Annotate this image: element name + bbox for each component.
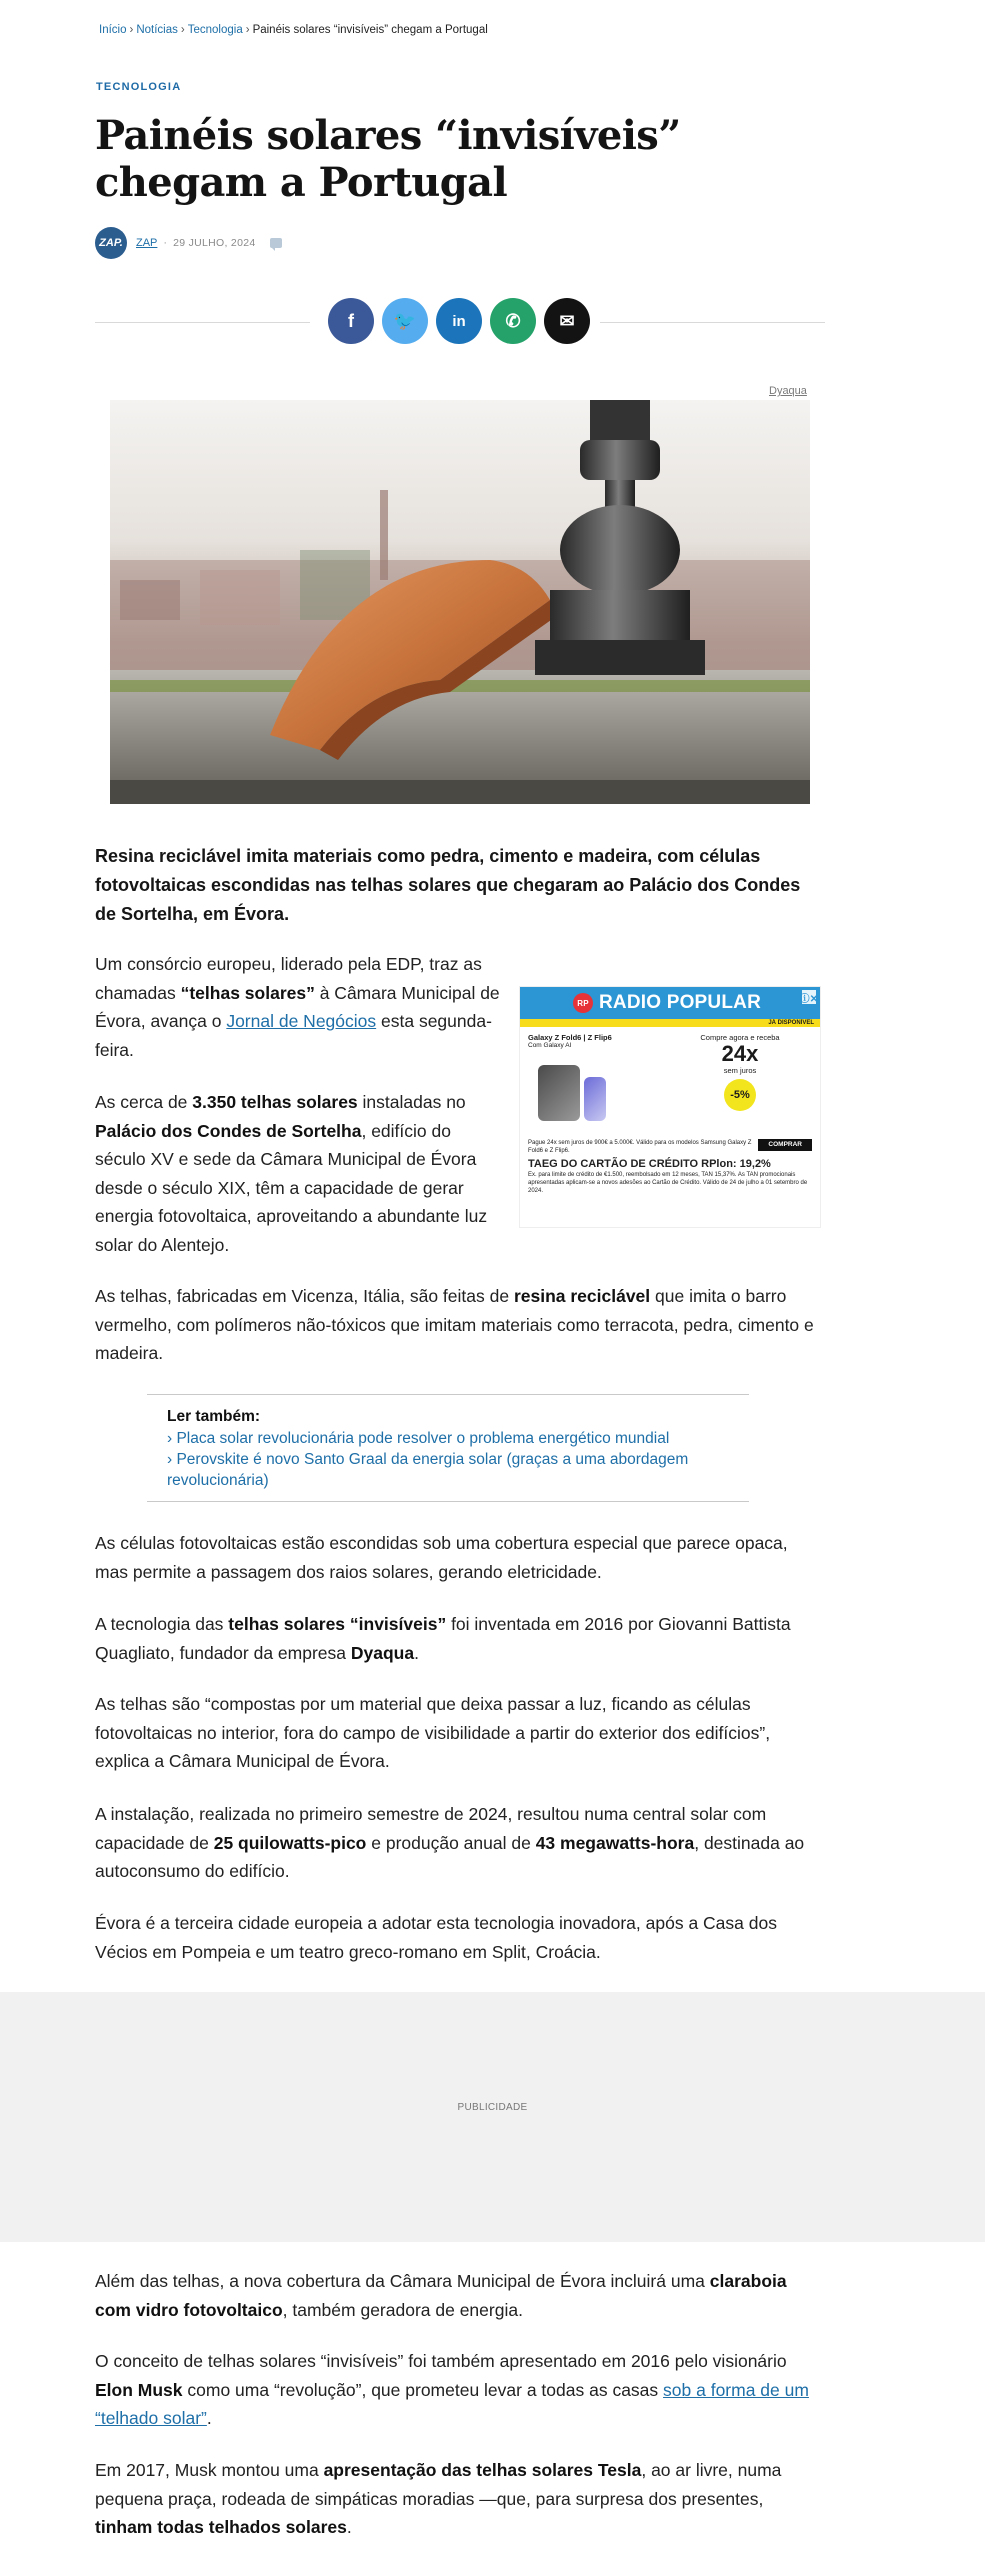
image-credit-link[interactable]: Dyaqua [769, 385, 807, 397]
ad-taeg: TAEG DO CARTÃO DE CRÉDITO RPlon: 19,2% [528, 1158, 771, 1170]
paragraph: As telhas são “compostas por um material que deixa passar a luz, ficando as células fotovoltaicas no interior, fora do campo de visibilidade a partir do exterior dos edifícios”, explica a Câmara Municipal de Évora. [95, 1694, 771, 1771]
article-hero-image [110, 400, 810, 804]
whatsapp-share-button[interactable]: ✆ [490, 298, 536, 344]
paragraph: Em 2017, Musk montou uma apresentação das telhas solares Tesla, ao ar livre, numa pequena praça, rodeada de simpáticas moradias —que, para surpresa dos presentes, tinham todas telhados solares. [95, 2460, 782, 2537]
byline-separator: · [163, 237, 168, 249]
article-byline [95, 227, 282, 259]
share-divider-right [600, 322, 825, 323]
comment-icon[interactable] [270, 238, 282, 248]
article-category[interactable]: TECNOLOGIA [96, 81, 182, 93]
advertisement-label: PUBLICIDADE [457, 2102, 528, 2113]
paragraph: As telhas, fabricadas em Vicenza, Itália, são feitas de resina reciclável que imita o barro vermelho, com polímeros não-tóxicos que imitam materiais como terracota, pedra, cimento e madeira. [95, 1286, 814, 1363]
paragraph: A instalação, realizada no primeiro semestre de 2024, resultou numa central solar com capacidade de 25 quilowatts-pico e produção anual de 43 megawatts-hora, destinada ao autoconsumo do edifício. [95, 1804, 805, 1881]
read-also-link[interactable]: › Placa solar revolucionária pode resolver o problema energético mundial [167, 1428, 729, 1449]
article-date: 29 JULHO, 2024 [173, 237, 256, 249]
breadcrumb-separator: › [180, 24, 185, 36]
read-also-box [147, 1394, 749, 1502]
telhado-solar-link[interactable]: sob a forma de um “telhado solar” [95, 2379, 809, 2428]
twitter-share-button[interactable]: 🐦 [382, 298, 428, 344]
breadcrumb-home-link[interactable]: Início [99, 24, 127, 36]
read-also-title: Ler também: [167, 1408, 261, 1425]
paragraph: As células fotovoltaicas estão escondidas sob uma cobertura especial que parece opaca, mas permite a passagem dos raios solares, gerando eletricidade. [95, 1533, 788, 1582]
ad-legal-text: Ex. para limite de crédito de €1.500, reembolsado em 12 meses, TAN 15,37%. As TAN promocionais apresentadas aplicam-se a novos adesões ao Cartão de Crédito. Válido de 24 de julho a 01 setembro de 2024. [528, 1172, 808, 1194]
ad-product [528, 1033, 668, 1139]
ad-brand-name: RADIO POPULAR [599, 992, 761, 1013]
breadcrumb-current: Painéis solares “invisíveis” chegam a Portugal [252, 24, 488, 36]
breadcrumb-news-link[interactable]: Notícias [136, 24, 178, 36]
author-link[interactable]: ZAP [136, 237, 158, 249]
breadcrumb-separator: › [245, 24, 250, 36]
paragraph: Além das telhas, a nova cobertura da Câmara Municipal de Évora incluirá uma claraboia com vidro fotovoltaico, também geradora de energia. [95, 2271, 787, 2320]
radio-popular-ad[interactable] [519, 986, 821, 1228]
breadcrumb [99, 24, 488, 36]
ad-product-sub: Com Galaxy AI [528, 1042, 572, 1049]
paragraph: Um consórcio europeu, liderado pela EDP, traz as chamadas “telhas solares” à Câmara Municipal de Évora, avança o Jornal de Negócios esta segunda-feira. [95, 954, 500, 1060]
author-avatar[interactable]: ZAP. [95, 227, 127, 259]
ad-brand-badge: RP [573, 993, 593, 1013]
share-divider-left [95, 322, 310, 323]
paragraph: O conceito de telhas solares “invisíveis” foi também apresentado em 2016 pelo visionário Elon Musk como uma “revolução”, que prometeu levar a todas as casas sob a forma de um “telhado solar”. [95, 2351, 809, 2428]
ad-header [520, 987, 820, 1019]
ad-offer-top: Compre agora e receba [700, 1033, 780, 1042]
advertisement-slot[interactable] [0, 1992, 985, 2242]
linkedin-share-button[interactable]: in [436, 298, 482, 344]
ad-buy-button[interactable]: COMPRAR [758, 1139, 812, 1151]
read-also-link[interactable]: › Perovskite é novo Santo Graal da energia solar (graças a uma abordagem revolucionária) [167, 1449, 729, 1491]
share-bar [328, 298, 590, 344]
ad-discount-badge: -5% [724, 1079, 756, 1111]
jornal-de-negocios-link[interactable]: Jornal de Negócios [226, 1011, 377, 1031]
ad-offer-mid: sem juros [723, 1066, 757, 1075]
ad-body [520, 1027, 820, 1139]
paragraph: A tecnologia das telhas solares “invisíveis” foi inventada em 2016 por Giovanni Battista Quagliato, fundador da empresa Dyaqua. [95, 1614, 791, 1663]
paragraph: Évora é a terceira cidade europeia a adotar esta tecnologia inovadora, após a Casa dos Vécios em Pompeia e um teatro greco-romano em Split, Croácia. [95, 1913, 777, 1962]
ad-footer [520, 1139, 820, 1195]
article-title: Painéis solares “invisíveis” chegam a Portugal [95, 112, 681, 206]
facebook-share-button[interactable]: f [328, 298, 374, 344]
breadcrumb-section-link[interactable]: Tecnologia [187, 24, 243, 36]
ad-offer [668, 1033, 812, 1139]
ad-offer-installments: 24x [721, 1041, 759, 1066]
ad-fine-print: Pague 24x sem juros de 900€ a 5.000€. Válido para os modelos Samsung Galaxy Z Fold6 e Z Flip6. [528, 1140, 752, 1154]
paragraph: As cerca de 3.350 telhas solares instaladas no Palácio dos Condes de Sortelha, edifício do século XV e sede da Câmara Municipal de Évora desde o século XIX, têm a capacidade de gerar energia fotovoltaica, aproveitando a abundante luz solar do Alentejo. [95, 1092, 488, 1255]
ad-close-icon[interactable]: ⓘ✕ [802, 990, 816, 1004]
breadcrumb-separator: › [129, 24, 134, 36]
ad-available-label: JÁ DISPONÍVEL [520, 1019, 820, 1027]
ad-product-name: Galaxy Z Fold6 | Z Flip6 [528, 1033, 612, 1042]
article-lead: Resina reciclável imita materiais como pedra, cimento e madeira, com células fotovoltaicas escondidas nas telhas solares que chegaram ao Palácio dos Condes de Sortelha, em Évora. [95, 846, 801, 924]
phone-image [528, 1061, 668, 1121]
solar-tile-photo [110, 400, 810, 804]
email-share-button[interactable]: ✉ [544, 298, 590, 344]
